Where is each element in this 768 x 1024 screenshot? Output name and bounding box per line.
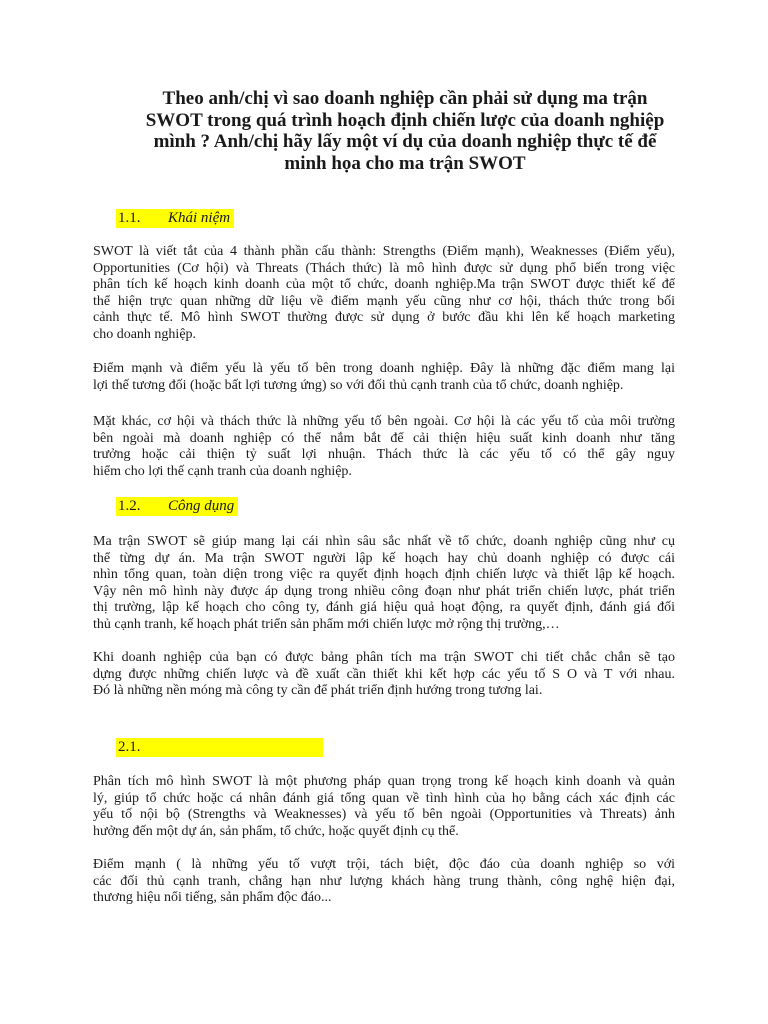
section-number: 1.2. [118,498,141,514]
section-number: 2.1. [118,739,141,755]
paragraph-strategy-foundation: Khi doanh nghiệp của bạn có được bảng phân tích ma trận SWOT chi tiết chắc chắn sẽ tạo dựng được những chiến lược và đề xuất cần thiết khi kết hợp các yếu tố S O và T với nhau. Đó là những nền móng mà công ty cần để phát triển định hướng trong tương lai. [93,650,675,699]
section-heading-1-1 [116,209,234,228]
paragraph-strengths: Điểm mạnh ( là những yếu tố vượt trội, tách biệt, độc đáo của doanh nghiệp so với các đối thủ cạnh tranh, chẳng hạn như lượng khách hàng trung thành, công nghệ hiện đại, thương hiệu nổi tiếng, sản phẩm độc đáo... [93,857,675,906]
title-line: minh họa cho ma trận SWOT [284,152,526,174]
paragraph-external-factors: Mặt khác, cơ hội và thách thức là những yếu tố bên ngoài. Cơ hội là các yếu tố của môi trường bên ngoài mà doanh nghiệp có thể nắm bắt để cải thiện hiệu suất kinh doanh như tăng trưởng hoặc cải thiện tỷ suất lợi nhuận. Thách thức là các yếu tố có thể gây nguy hiểm cho lợi thế cạnh tranh của doanh nghiệp. [93,414,675,479]
title-line: mình ? Anh/chị hãy lấy một ví dụ của doanh nghiệp thực tế để [153,131,657,152]
section-heading-2-1 [116,738,323,757]
paragraph-uses: Ma trận SWOT sẽ giúp mang lại cái nhìn sâu sắc nhất về tổ chức, doanh nghiệp cũng như cụ thể từng dự án. Ma trận SWOT người lập kế hoạch hay chủ doanh nghiệp có được cái nhìn tổng quan, toàn diện trong việc ra quyết định hoạch định chiến lược và thiết lập kế hoạch. Vậy nên mô hình này được áp dụng trong nhiều công đoạn như phát triển chiến lược, phát triển thị trường, lập kế hoạch cho công ty, đánh giá hiệu quả hoạt động, ra quyết định, đánh giá đối thủ cạnh tranh, kế hoạch phát triển sản phẩm mới chiến lược mở rộng thị trường,… [93,534,675,632]
paragraph-swot-definition: SWOT là viết tắt của 4 thành phần cấu thành: Strengths (Điểm mạnh), Weaknesses (Điểm yếu), Opportunities (Cơ hội) và Threats (Thách thức) là mô hình được sử dụng phổ biến trong việc phân tích kế hoạch kinh doanh của một tổ chức, doanh nghiệp.Ma trận SWOT được thiết kế để thể hiện trực quan những dữ liệu về điểm mạnh yếu cũng như cơ hội, thách thức trong bối cảnh thực tế. Mô hình SWOT thường được sử dụng ở bước đầu khi lên kế hoạch marketing cho doanh nghiệp. [93,244,675,342]
section-number: 1.1. [118,210,141,226]
section-title: Công dụng [168,498,235,514]
paragraph-swot-analysis: Phân tích mô hình SWOT là một phương pháp quan trọng trong kế hoạch kinh doanh và quản lý, giúp tổ chức hoặc cá nhân đánh giá tổng quan về tình hình của họ bằng cách xác định các yếu tố nội bộ (Strengths và Weaknesses) và yếu tố bên ngoài (Opportunities và Threats) ảnh hưởng đến một dự án, sản phẩm, tổ chức, hoặc quyết định cụ thể. [93,774,675,839]
section-heading-1-2 [116,497,238,516]
title-line: Theo anh/chị vì sao doanh nghiệp cần phải sử dụng ma trận [162,88,648,109]
title-line: SWOT trong quá trình hoạch định chiến lược của doanh nghiệp [145,109,665,131]
page-title [130,88,680,174]
section-title: Khái niệm [168,210,231,226]
paragraph-internal-factors: Điểm mạnh và điểm yếu là yếu tố bên trong doanh nghiệp. Đây là những đặc điểm mang lại lợi thế tương đối (hoặc bất lợi tương ứng) so với đối thủ cạnh tranh của tổ chức, doanh nghiệp. [93,361,675,393]
